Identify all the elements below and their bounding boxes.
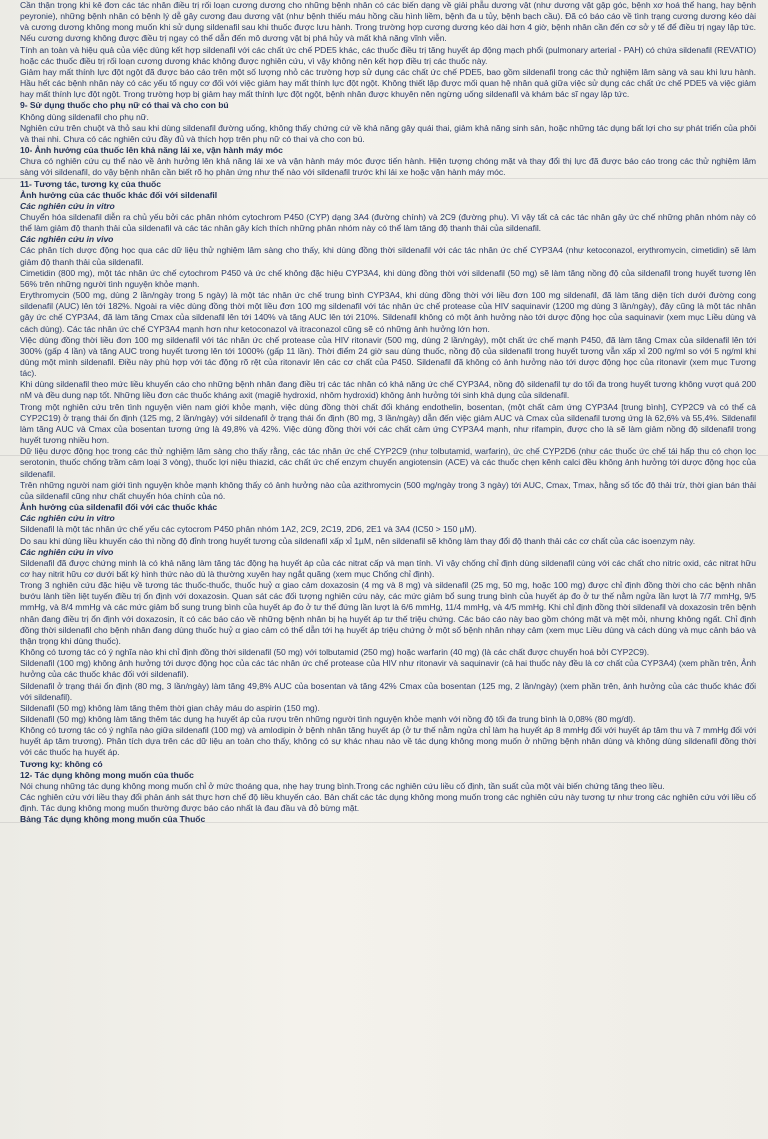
paragraph: Các phân tích dược động học qua các dữ liệu thử nghiệm lâm sàng cho thấy, khi dùng đồng thời sildenafil với các tác nhân ức chế CYP3A4 (như ketoconazol, erythromycin, cimetidin) sẽ làm giảm độ thanh thải của sildenafil.	[20, 245, 756, 267]
section-heading: Ảnh hưởng của các thuốc khác đối với sildenafil	[20, 189, 218, 200]
section-heading: 11- Tương tác, tương kỵ của thuốc	[20, 178, 161, 189]
section-heading: Các nghiên cứu in vitro	[20, 200, 115, 211]
section-heading: 10- Ảnh hưởng của thuốc lên khả năng lái xe, vận hành máy móc	[20, 145, 283, 156]
paragraph: Chuyển hóa sildenafil diễn ra chủ yếu bởi các phân nhóm cytochrom P450 (CYP) dạng 3A4 (đường chính) và 2C9 (đường phụ). Vì vậy tất cả các tác nhân gây ức chế những phân nhóm này có thể làm giảm độ thanh thải của sildenafil và các tác nhân gây kích thích những phân nhóm này có thể làm tăng độ thanh thải của sildenafil.	[20, 211, 756, 234]
paragraph: Sildenafil đã được chứng minh là có khả năng làm tăng tác động hạ huyết áp của các nitrat cấp và mạn tính. Vì vậy chống chỉ định dùng sildenafil cùng với các chất cho nitric oxid, các nitrat hữu cơ hay nitrit hữu cơ dưới bất kỳ hình thức nào dù là thường xuyên hay ngắt quãng (xem mục Chống chỉ định).	[20, 557, 756, 579]
paragraph: Không có tương tác có ý nghĩa nào khi chỉ định đồng thời sildenafil (50 mg) với tolbutamid (250 mg) hoặc warfarin (40 mg) (là các chất được chuyển hoá bởi CYP2C9).	[20, 647, 650, 658]
paragraph: Sildenafil (50 mg) không làm tăng thêm thời gian chảy máu do aspirin (150 mg).	[20, 702, 320, 713]
section-heading: Ảnh hưởng của sildenafil đối với các thuốc khác	[20, 502, 218, 513]
paragraph: Sildenafil ở trạng thái ổn định (80 mg, 3 lần/ngày) làm tăng 49,8% AUC của bosentan và tăng 42% Cmax của bosentan (125 mg, 2 lần/ngày) (xem phần trên, ảnh hưởng của các thuốc khác đối với sildenafil).	[20, 680, 756, 702]
paragraph: Các nghiên cứu với liều thay đổi phản ánh sát thực hơn chế độ liều khuyến cáo. Bản chất các tác dụng không mong muốn trong các nghiên cứu này tương tự như trong các nghiên cứu với liều cố định. Tác dụng không mong muốn thường được báo cáo nhất là đau đầu và đỏ bừng mặt.	[20, 792, 756, 814]
paragraph: Sildenafil là một tác nhân ức chế yếu các cytocrom P450 phân nhóm 1A2, 2C9, 2C19, 2D6, 2E1 và 3A4 (IC50 > 150 µM).	[20, 524, 477, 535]
paragraph: Không dùng sildenafil cho phụ nữ.	[20, 111, 149, 122]
paragraph: Tính an toàn và hiệu quả của việc dùng kết hợp sildenafil với các chất ức chế PDE5 khác, các thuốc điều trị tăng huyết áp động mạch phổi (pulmonary arterial - PAH) có chứa sildenafil (REVATIO) hoặc các thuốc điều trị rối loạn cương dương khác không được nghiên cứu, vì vậy không nên kết hợp điều trị các thuốc này.	[20, 44, 756, 66]
section-heading: Các nghiên cứu in vitro	[20, 513, 115, 524]
section-heading: Các nghiên cứu in vivo	[20, 234, 114, 245]
paragraph: Dữ liệu dược động học trong các thử nghiệm lâm sàng cho thấy rằng, các tác nhân ức chế CYP2C9 (như tolbutamid, warfarin), ức chế CYP2D6 (như các thuốc ức chế tái hấp thu có chọn lọc serotonin, thuốc chống trầm cảm loại 3 vòng), thuốc lợi niệu thiazid, các chất ức chế enzym chuyển angiotensin (ACE) và các thuốc chẹn kênh calci đều không ảnh hưởng tới dược động học của sildenafil.	[20, 446, 756, 479]
paragraph: Giảm hay mất thính lực đột ngột đã được báo cáo trên một số lượng nhỏ các trường hợp sử dụng các chất ức chế PDE5, bao gồm sildenafil trong các thử nghiệm lâm sàng và sau khi lưu hành. Hầu hết các bệnh nhân này có các yếu tố nguy cơ đối với việc giảm hay mất thính lực đột ngột. Không thiết lập được mối quan hệ nhân quả giữa việc sử dụng các chất ức chế PDE5 và việc giảm hay mất thính lực đột ngột. Trong trường hợp bị giảm hay mất thính lực đột ngột, bệnh nhân được khuyên nên ngừng uống sildenafil và khám bác sĩ ngay lập tức.	[20, 66, 756, 100]
paragraph: Không có tương tác có ý nghĩa nào giữa sildenafil (100 mg) và amlodipin ở bệnh nhân tăng huyết áp (ở tư thế nằm ngửa chỉ làm hạ huyết áp 8 mmHg đối với huyết áp tâm thu và 7 mmHg đối với huyết áp tâm trương). Phân tích dựa trên các dữ liệu an toàn cho thấy, không có sự khác nhau nào về tác dụng không mong muốn ở những bệnh nhân dùng và không dùng sildenafil đồng thời với các thuốc hạ huyết áp.	[20, 725, 756, 758]
paragraph: Sildenafil (50 mg) không làm tăng thêm tác dụng hạ huyết áp của rượu trên những người tình nguyện khỏe mạnh với nồng độ tối đa trung bình là 0,08% (80 mg/dl).	[20, 714, 636, 724]
paragraph: Trên những người nam giới tình nguyện khỏe mạnh không thấy có ảnh hưởng nào của azithromycin (500 mg/ngày trong 3 ngày) tới AUC, Cmax, Tmax, hằng số tốc độ thải trừ, thời gian bán thải của sildenafil cũng như chất chuyển hóa chính của nó.	[20, 479, 756, 501]
paragraph: Erythromycin (500 mg, dùng 2 lần/ngày trong 5 ngày) là một tác nhân ức chế trung bình CYP3A4, khi dùng đồng thời với liều đơn 100 mg sildenafil, đã làm tăng diện tích dưới đường cong sildenafil (AUC) lên tới 182%. Ngoài ra việc dùng đồng thời một liều đơn 100 mg sildenafil với tác nhân ức chế protease của HIV saquinavir (1200 mg dùng 3 lần/ngày), đây cũng là một tác nhân gây ức chế CYP3A4, đã làm tăng Cmax của sildenafil lên tới 140% và tăng AUC lên tới 210%. Sildenafil không có một ảnh hưởng nào tới dược động học của saquinavir (xem mục Liều dùng và cách dùng). Các tác nhân ức chế CYP3A4 mạnh hơn như ketoconazol và itraconazol cũng sẽ có những ảnh hưởng lớn hơn.	[20, 290, 756, 334]
paragraph: Sildenafil (100 mg) không ảnh hưởng tới dược động học của các tác nhân ức chế protease của HIV như ritonavir và saquinavir (cả hai thuốc này đều là cơ chất của CYP3A4) (xem phần trên, Ảnh hưởng của các thuốc khác đối với sildenafil).	[20, 658, 756, 680]
paragraph: Cimetidin (800 mg), một tác nhân ức chế cytochrom P450 và ức chế không đặc hiệu CYP3A4, khi dùng đồng thời với sildenafil (50 mg) sẽ làm tăng nồng độ của sildenafil trong huyết tương lên 56% trên những người tình nguyện khỏe mạnh.	[20, 267, 756, 289]
paragraph: Chưa có nghiên cứu cụ thể nào về ảnh hưởng lên khả năng lái xe và vận hành máy móc được tiến hành. Hiện tượng chóng mặt và thay đổi thị lực đã được báo cáo trong các thử nghiệm lâm sàng với sildenafil, do vậy bệnh nhân cần biết rõ họ phản ứng như thế nào với sildenafil trước khi lái xe hoặc vận hành máy móc.	[20, 156, 756, 178]
section-heading: Tương kỵ: không có	[20, 758, 103, 769]
paragraph: Nói chung những tác dụng không mong muốn chỉ ở mức thoáng qua, nhẹ hay trung bình.Trong các nghiên cứu liều cố định, tần suất của một vài biến chứng tăng theo liều.	[20, 780, 665, 791]
paragraph: Cần thận trọng khi kê đơn các tác nhân điều trị rối loạn cương dương cho những bệnh nhân có các biến dạng về giải phẫu dương vật (như dương vật gập góc, bệnh xơ hoá thể hang, hay bệnh peyronie), những bệnh nhân có bệnh lý dễ gây cương đau dương vật (như bệnh thiếu máu hồng cầu hình liềm, bệnh đa u tủy, bệnh bạch cầu). Đã có báo cáo về tình trạng cương dương kéo dài và cương dương không mong muốn khi sử dụng sildenafil sau khi thuốc được lưu hành. Trong trường hợp cương dương kéo dài hơn 4 giờ, bệnh nhân cần đến cơ sở y tế để điều trị ngay lập tức. Nếu cương dương không được điều trị ngay có thể dẫn đến mô dương vật bị phá hủy và mất khả năng vĩnh viễn.	[20, 0, 756, 44]
section-heading: 9- Sử dụng thuốc cho phụ nữ có thai và cho con bú	[20, 100, 229, 111]
paragraph: Trong một nghiên cứu trên tình nguyện viên nam giới khỏe mạnh, việc dùng đồng thời chất đối kháng endothelin, bosentan, (một chất cảm ứng CYP3A4 [trung bình], CYP2C9 và có thể cả CYP2C19) ở trạng thái ổn định (125 mg, 2 lần/ngày) với sildenafil ở trạng thái ổn định (80 mg, 3 lần/ngày) dẫn đến việc giảm AUC và Cmax của sildenafil tương ứng là 62,6% và 55,4%. Sildenafil làm tăng AUC và Cmax của bosentan tương ứng là 49,8% và 42%. Việc dùng đồng thời với các chất cảm ứng CYP3A4 mạnh, như rifampin, được cho là sẽ làm giảm nồng độ sildenafil trong huyết tương nhiều hơn.	[20, 401, 756, 446]
paragraph: Khi dùng sildenafil theo mức liều khuyến cáo cho những bệnh nhân đang điều trị các tác nhân có khả năng ức chế CYP3A4, nồng độ sildenafil tự do tối đa trong huyết tương không vượt quá 200 nM và đều dung nạp tốt. Những liều đơn các thuốc kháng axit (magiê hydroxid, nhôm hydroxid) không ảnh hưởng tới sinh khả dụng của sildenafil.	[20, 379, 756, 401]
paragraph: Trong 3 nghiên cứu đặc hiệu về tương tác thuốc-thuốc, thuốc huỷ α giao cảm doxazosin (4 mg và 8 mg) và sildenafil (25 mg, 50 mg, hoặc 100 mg) được chỉ định đồng thời cho các bệnh nhân bướu lành tiền liệt tuyến điều trị ổn định với doxazosin. Quan sát các đối tượng nghiên cứu này, các mức giảm bổ sung trung bình của huyết áp đo ở tư thế nằm ngửa lần lượt là 7/7 mmHg, 9/5 mmHg, và 8/4 mmHg và các mức giảm bổ sung trung bình của huyết áp đo ở tư thế đứng lần lượt là 6/6 mmHg, 11/4 mmHg, và 4/5 mmHg. Khi chỉ định đồng thời sildenafil và doxazosin trên bệnh nhân đang điều trị ổn định với doxazosin, ít có các báo cáo về những bệnh nhân bị hạ huyết áp tư thế triệu chứng. Các báo cáo này bao gồm chóng mặt và mệt mỏi, nhưng không ngất. Chỉ định đồng thời sildenafil cho bệnh nhân đang dùng thuốc huỷ α giao cảm có thể dẫn tới hạ huyết áp triệu chứng ở một số bệnh nhân nhạy cảm (xem mục Liều dùng và cách dùng và mục cảnh báo và thận trọng khi dùng thuốc).	[20, 580, 756, 646]
section-heading: Các nghiên cứu in vivo	[20, 546, 114, 557]
paragraph: Do sau khi dùng liều khuyến cáo thì nồng độ đỉnh trong huyết tương của sildenafil xấp xỉ 1µM, nên sildenafil sẽ không làm thay đổi độ thanh thải các cơ chất của các isoenzym này.	[20, 535, 696, 546]
paragraph: Việc dùng đồng thời liều đơn 100 mg sildenafil với tác nhân ức chế protease của HIV ritonavir (500 mg, dùng 2 lần/ngày), một chất ức chế mạnh P450, đã làm tăng Cmax của sildenafil lên tới 300% (gấp 4 lần) và tăng AUC trong huyết tương lên tới 1000% (gấp 11 lần). Thời điểm 24 giờ sau dùng thuốc, nồng độ của sildenafil trong huyết tương vẫn xấp xỉ 200 ng/ml so với 5 ng/ml khi dùng một mình sildenafil. Điều này phù hợp với tác động rõ rệt của ritonavir lên các cơ chất của P450. Sildenafil đã không có ảnh hưởng nào tới dược động học của ritonavir (xem mục Tương tác).	[20, 334, 756, 379]
section-heading: 12- Tác dụng không mong muốn của thuốc	[20, 769, 194, 780]
paragraph: Nghiên cứu trên chuột và thỏ sau khi dùng sildenafil đường uống, không thấy chứng cứ về khả năng gây quái thai, giảm khả năng sinh sản, hoặc những tác dụng bất lợi cho sự phát triển của phôi và thai nhi. Chưa có các nghiên cứu đầy đủ và thích hợp trên phụ nữ có thai và cho con bú.	[20, 122, 756, 144]
section-heading: Bảng Tác dụng không mong muốn của Thuốc	[20, 814, 206, 825]
